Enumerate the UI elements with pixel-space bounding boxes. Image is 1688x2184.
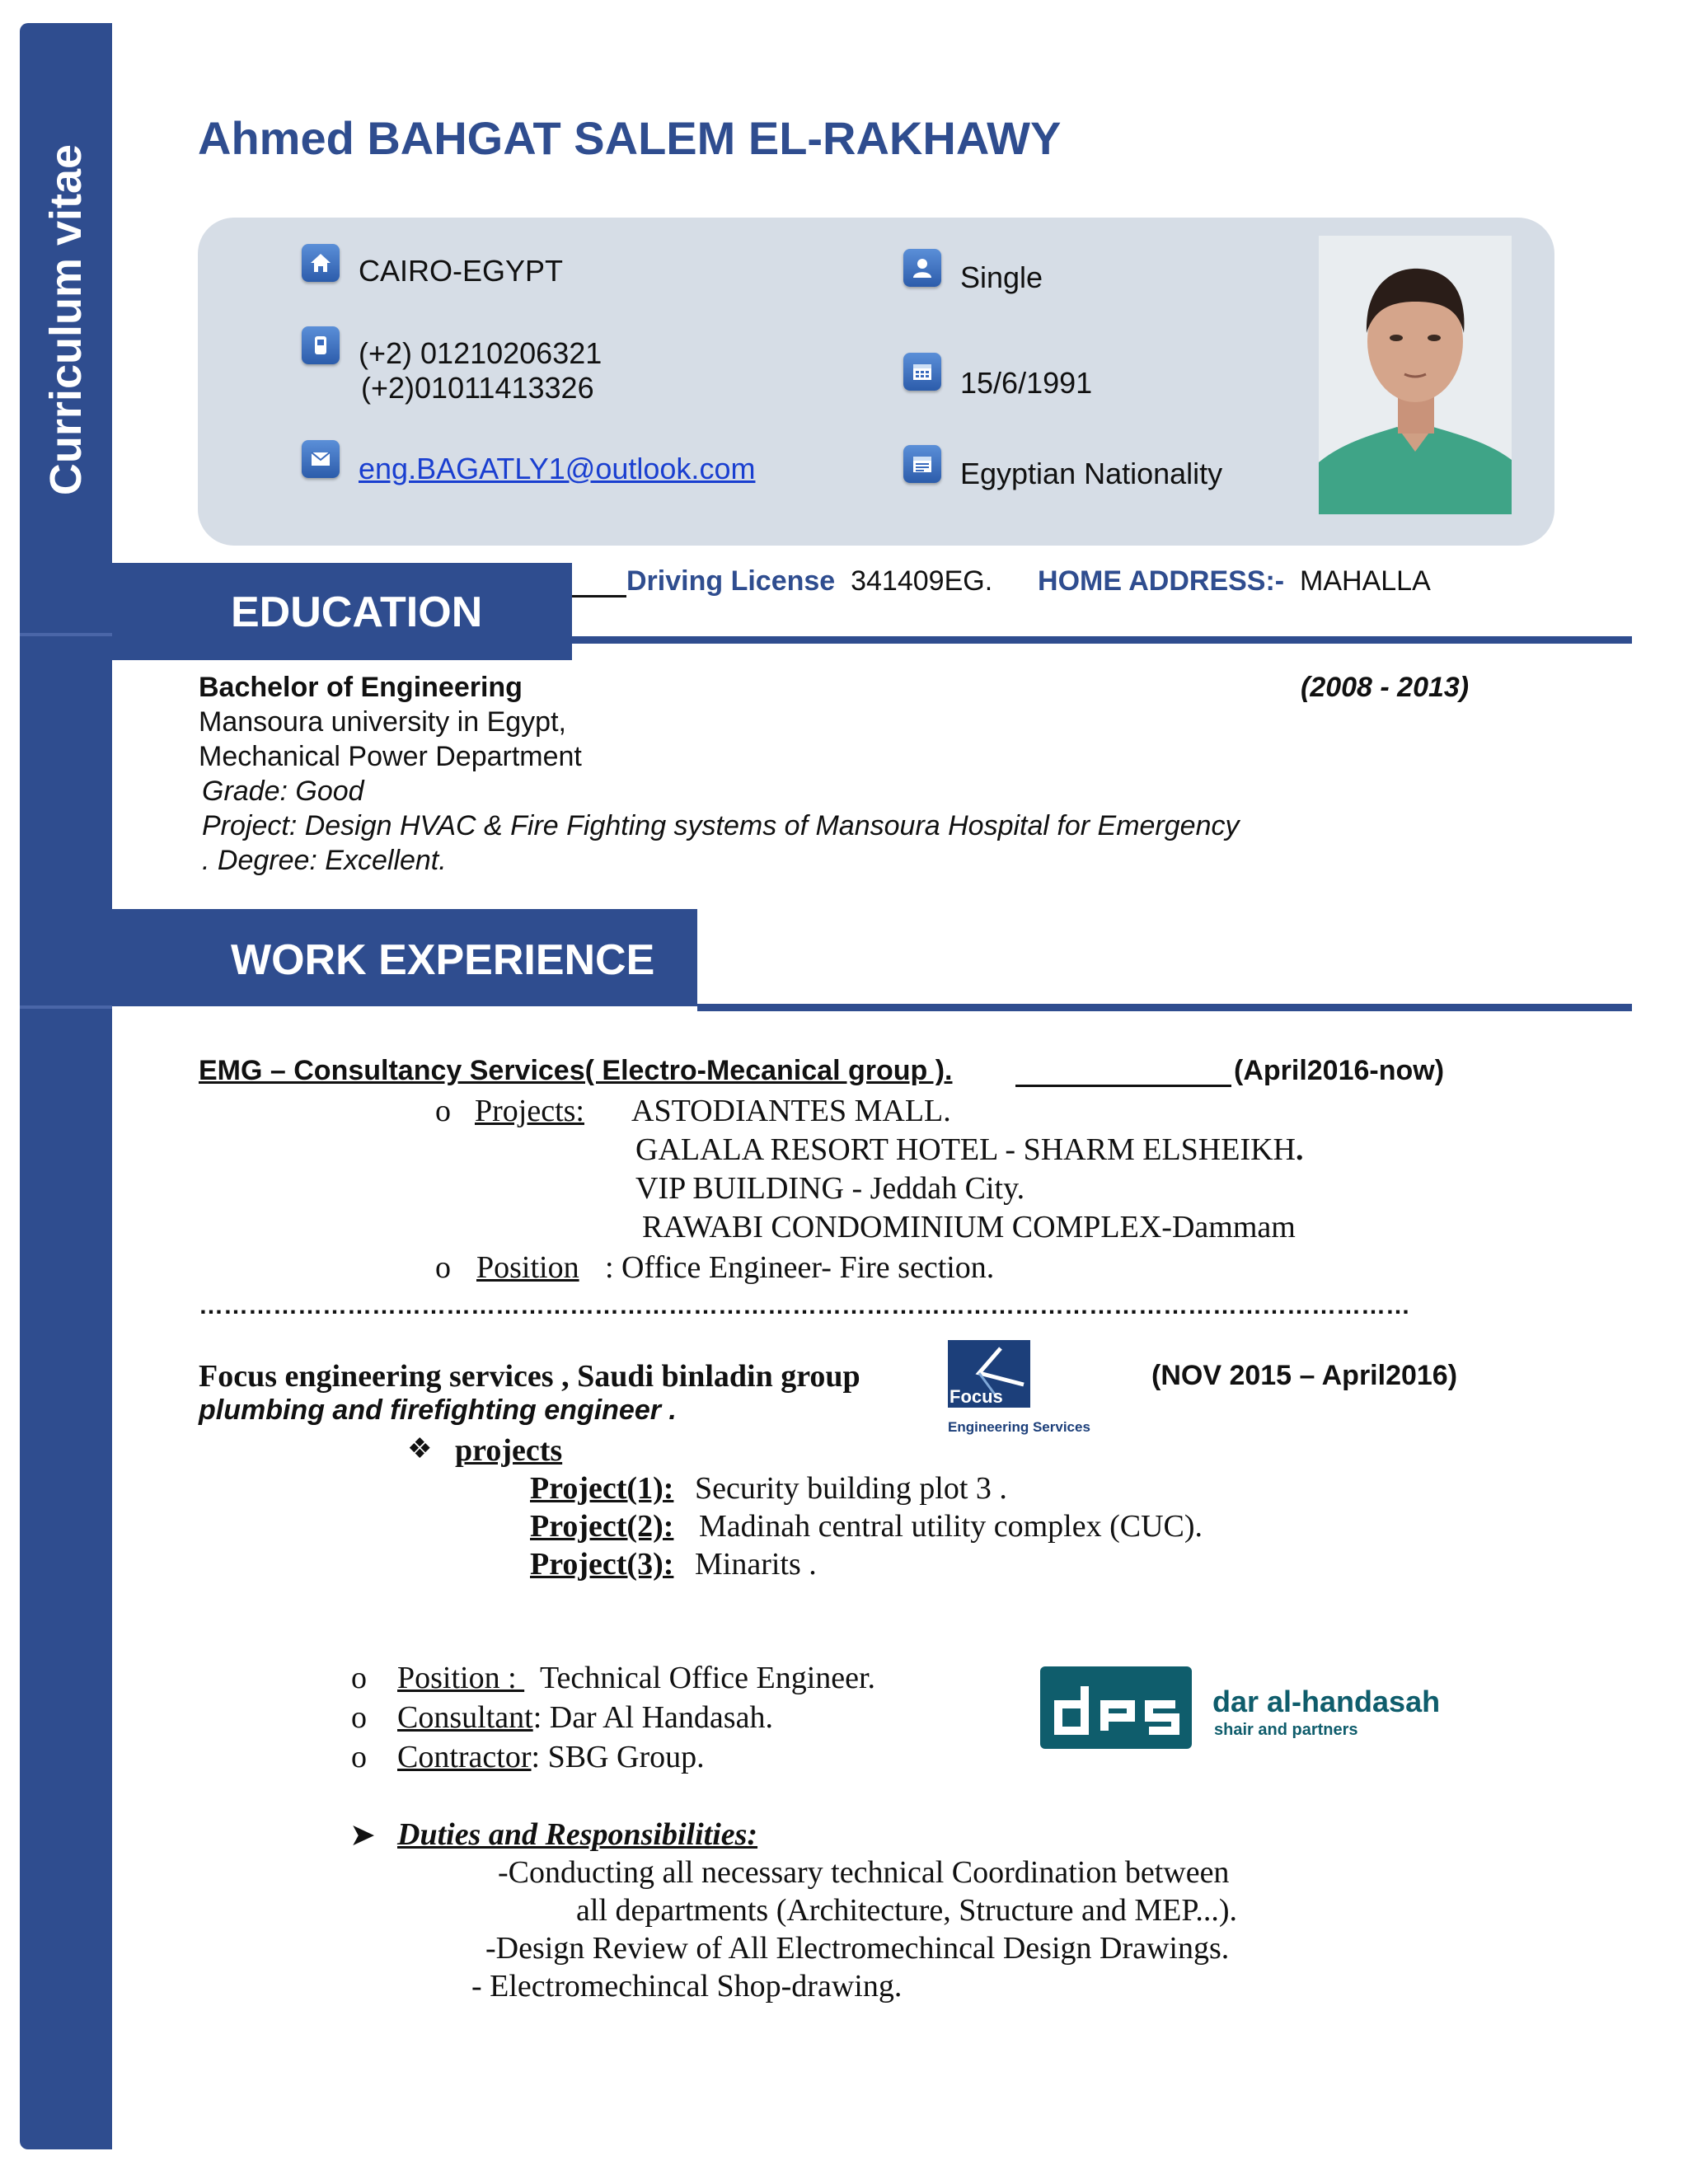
grade: Grade: Good	[202, 776, 364, 807]
calendar-icon	[903, 353, 941, 391]
education-title: EDUCATION	[231, 588, 483, 636]
job2-project-label: Project(1):	[530, 1471, 674, 1506]
job1-company-text: EMG – Consultancy Services( Electro-Mecanical group ).	[199, 1055, 953, 1086]
profile-photo	[1319, 236, 1512, 514]
city: CAIRO-EGYPT	[359, 254, 564, 288]
job2-position-value: Technical Office Engineer.	[540, 1661, 876, 1695]
job2-role: plumbing and firefighting engineer .	[199, 1394, 677, 1426]
phone-1: (+2) 01210206321	[359, 336, 603, 370]
education-header	[112, 563, 572, 660]
job1-project-item: RAWABI CONDOMINIUM COMPLEX-Dammam	[642, 1210, 1296, 1244]
focus-logo-subtitle: Engineering Services	[948, 1419, 1090, 1435]
education-rule	[572, 636, 1632, 644]
department: Mechanical Power Department	[199, 741, 582, 772]
job1-projects-label: Projects:	[475, 1094, 584, 1128]
job2-consultant-bullet: o	[351, 1700, 367, 1735]
duties-heading: Duties and Responsibilities:	[397, 1817, 758, 1852]
vertical-title-text: Curriculum vitae	[41, 143, 91, 496]
duty-item: all departments (Architecture, Structure and MEP...).	[576, 1893, 1237, 1928]
education-years: (2008 - 2013)	[1301, 672, 1470, 703]
home-icon	[302, 244, 340, 282]
work-rule	[697, 1004, 1632, 1011]
job2-projects-heading: projects	[455, 1433, 563, 1468]
project-degree: . Degree: Excellent.	[202, 845, 447, 876]
job1-position-value: : Office Engineer- Fire section.	[605, 1250, 995, 1285]
job1-project-item: ASTODIANTES MALL.	[631, 1094, 951, 1128]
job2-project-label: Project(3):	[530, 1547, 674, 1582]
id-card-icon	[903, 445, 941, 483]
job2-contractor-label: Contractor	[397, 1740, 532, 1774]
job1-company	[199, 1055, 952, 1087]
dar-al-handasah-logo	[1040, 1666, 1452, 1754]
job1-projects-bullet: o	[435, 1094, 451, 1128]
license-value: 341409EG.	[851, 565, 993, 597]
job2-project-value: Security building plot 3 .	[695, 1471, 1007, 1506]
job2-project-label: Project(2):	[530, 1509, 674, 1544]
sidebar-divider	[20, 1005, 112, 1009]
marital-status: Single	[960, 260, 1043, 294]
phone-icon	[302, 326, 340, 364]
job1-period: (April2016-now)	[1234, 1055, 1445, 1086]
job2-contractor-value: : SBG Group.	[531, 1740, 705, 1774]
person-name: Ahmed BAHGAT SALEM EL-RAKHAWY	[198, 112, 1062, 164]
phone-2: (+2)01011413326	[361, 371, 594, 405]
duty-item: -Design Review of All Electromechincal Design Drawings.	[485, 1931, 1230, 1966]
arrow-bullet-icon: ➤	[349, 1818, 376, 1853]
job2-project-value: Minarits .	[695, 1547, 817, 1582]
job1-project-item: VIP BUILDING - Jeddah City.	[635, 1171, 1025, 1206]
email-link[interactable]: eng.BAGATLY1@outlook.com	[359, 452, 756, 485]
diamond-bullet-icon: ❖	[407, 1434, 433, 1465]
job1-underline-filler	[1015, 1085, 1231, 1087]
job1-project-text: GALALA RESORT HOTEL - SHARM ELSHEIKH	[635, 1132, 1296, 1167]
job2-position-bullet: o	[351, 1661, 367, 1695]
graduation-project: Project: Design HVAC & Fire Fighting systems of Mansoura Hospital for Emergency	[202, 810, 1240, 841]
sidebar-divider	[20, 633, 112, 636]
mail-icon	[302, 440, 340, 478]
job1-position-bullet: o	[435, 1250, 451, 1285]
license-label: Driving License	[626, 565, 836, 597]
birth-date: 15/6/1991	[960, 366, 1093, 400]
dar-logo-name: dar al-handasah	[1212, 1685, 1441, 1718]
job2-consultant-label: Consultant	[397, 1700, 533, 1735]
job1-position-label: Position	[476, 1250, 579, 1285]
duty-item: -Conducting all necessary technical Coordination between	[498, 1855, 1230, 1890]
license-line	[626, 565, 1431, 598]
license-underline-stub	[572, 595, 626, 598]
job2-period: (NOV 2015 – April2016)	[1151, 1360, 1458, 1391]
job2-project-value: Madinah central utility complex (CUC).	[699, 1509, 1203, 1544]
university: Mansoura university in Egypt,	[199, 706, 566, 738]
job2-consultant	[397, 1699, 773, 1736]
degree: Bachelor of Engineering	[199, 672, 523, 703]
job2-company: Focus engineering services , Saudi binladin group	[199, 1359, 860, 1394]
job2-consultant-value: : Dar Al Handasah.	[532, 1700, 773, 1735]
person-icon	[903, 249, 941, 287]
job2-contractor-bullet: o	[351, 1740, 367, 1774]
focus-logo-word: Focus	[950, 1386, 1003, 1407]
duty-item: - Electromechincal Shop-drawing.	[471, 1969, 903, 2004]
job2-position-label: Position :	[397, 1661, 525, 1695]
nationality: Egyptian Nationality	[960, 457, 1223, 490]
sidebar	[20, 23, 112, 2149]
address-label: HOME ADDRESS:-	[1038, 565, 1285, 597]
vertical-title	[43, 56, 89, 583]
job2-contractor	[397, 1739, 705, 1775]
focus-logo	[946, 1340, 1093, 1439]
work-experience-header	[112, 909, 697, 1006]
dotted-separator: …………………………………………………………………………………………………………………………………	[199, 1292, 1410, 1319]
address-value: MAHALLA	[1300, 565, 1431, 597]
dar-logo-subtitle: shair and partners	[1214, 1721, 1358, 1739]
work-experience-title: WORK EXPERIENCE	[231, 936, 655, 984]
job1-project-item: GALALA RESORT HOTEL - SHARM ELSHEIKH.	[635, 1132, 1304, 1167]
